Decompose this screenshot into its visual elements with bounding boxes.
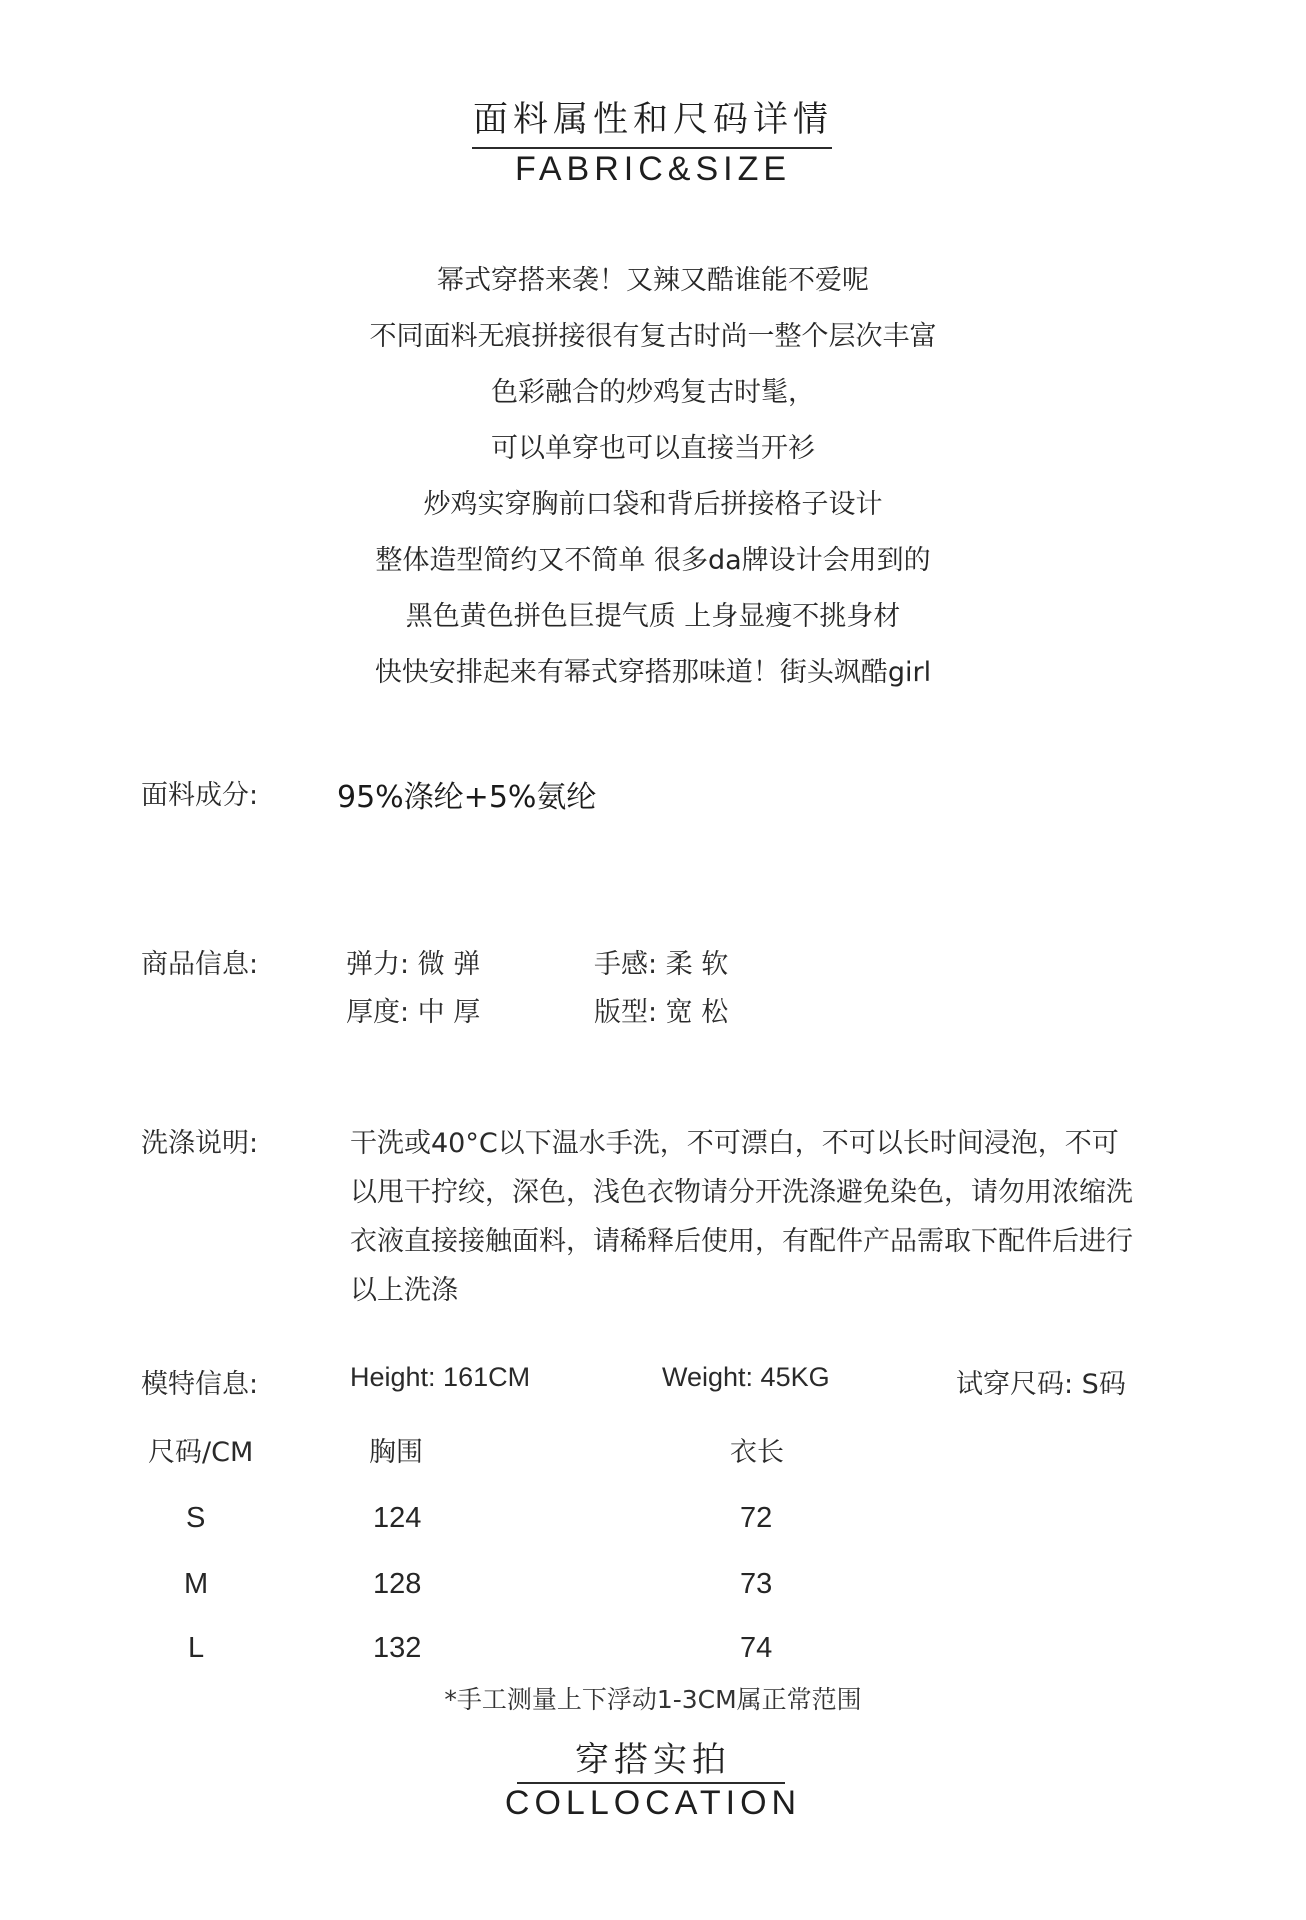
description-line: 可以单穿也可以直接当开衫: [491, 433, 815, 464]
section-title-cn: 面料属性和尺码详情: [472, 100, 833, 140]
description-line: 炒鸡实穿胸前口袋和背后拼接格子设计: [423, 489, 883, 520]
product-info-label: 商品信息:: [141, 949, 259, 980]
length-cell: 72: [740, 1502, 773, 1534]
description-line: 快快安排起来有幂式穿搭那味道！街头飒酷girl: [374, 657, 932, 688]
chest-cell: 124: [373, 1502, 422, 1534]
length-cell: 73: [740, 1568, 773, 1600]
fit-value: 版型: 宽 松: [594, 997, 729, 1028]
measurement-note: *手工测量上下浮动1-3CM属正常范围: [444, 1685, 862, 1714]
washing-line: 以甩干拧绞，深色，浅色衣物请分开洗涤避免染色，请勿用浓缩洗: [350, 1177, 1133, 1208]
description-line: 色彩融合的炒鸡复古时髦，: [491, 377, 815, 408]
fabric-value: 95%涤纶+5%氨纶: [337, 780, 597, 815]
model-info-label: 模特信息:: [141, 1369, 259, 1400]
chest-cell: 132: [373, 1632, 422, 1664]
model-weight: Weight: 45KG: [662, 1362, 830, 1392]
section-title-en: FABRIC&SIZE: [514, 150, 792, 188]
model-size: 试穿尺码: S码: [956, 1369, 1126, 1400]
size-cell: L: [188, 1632, 205, 1664]
collocation-title-cn: 穿搭实拍: [575, 1740, 731, 1780]
chest-cell: 128: [373, 1568, 422, 1600]
size-cell: M: [184, 1568, 209, 1600]
model-height: Height: 161CM: [350, 1362, 531, 1392]
collocation-title-en: COLLOCATION: [504, 1784, 802, 1822]
washing-line: 衣液直接接触面料，请稀释后使用，有配件产品需取下配件后进行: [350, 1226, 1133, 1257]
fabric-label: 面料成分:: [141, 780, 259, 811]
hand-feel-value: 手感: 柔 软: [594, 949, 729, 980]
description-line: 不同面料无痕拼接很有复古时尚一整个层次丰富: [369, 321, 937, 352]
description-line: 幂式穿搭来袭！又辣又酷谁能不爱呢: [437, 265, 869, 296]
washing-line: 干洗或40°C以下温水手洗，不可漂白，不可以长时间浸泡，不可: [350, 1128, 1119, 1159]
washing-label: 洗涤说明:: [141, 1128, 259, 1159]
length-header: 衣长: [730, 1437, 784, 1468]
size-header: 尺码/CM: [148, 1437, 254, 1468]
title-divider: [472, 147, 832, 149]
size-cell: S: [186, 1502, 206, 1534]
elasticity-value: 弹力: 微 弹: [346, 949, 481, 980]
length-cell: 74: [740, 1632, 773, 1664]
description-line: 黑色黄色拼色巨提气质 上身显瘦不挑身材: [405, 601, 901, 632]
washing-line: 以上洗涤: [350, 1275, 458, 1306]
description-line: 整体造型简约又不简单 很多da牌设计会用到的: [375, 545, 931, 576]
thickness-value: 厚度: 中 厚: [346, 997, 481, 1028]
chest-header: 胸围: [369, 1437, 423, 1468]
